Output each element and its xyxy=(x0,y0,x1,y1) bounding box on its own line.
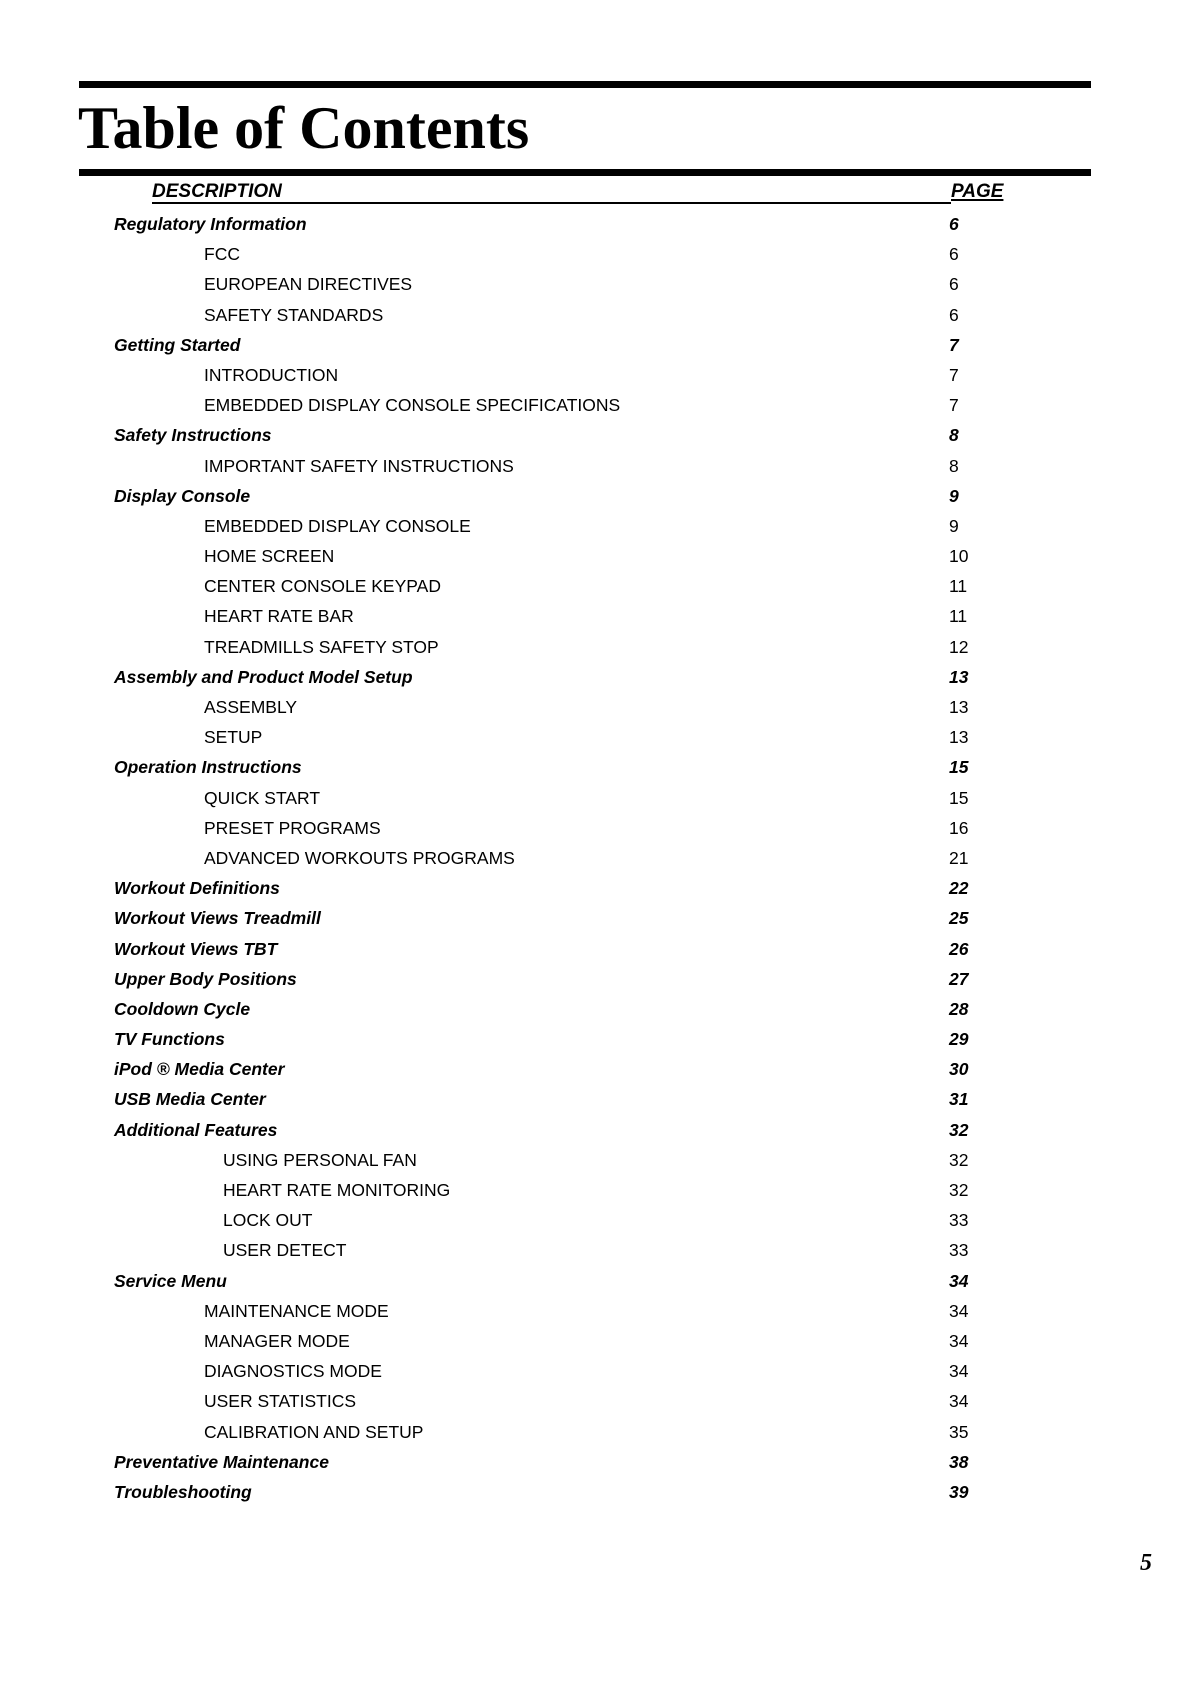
toc-entry-label: CENTER CONSOLE KEYPAD xyxy=(204,576,441,597)
toc-subsection-entry[interactable] xyxy=(0,362,1191,392)
toc-entry-label: EUROPEAN DIRECTIVES xyxy=(204,274,413,295)
toc-entry-page: 34 xyxy=(949,1361,969,1382)
toc-list xyxy=(0,211,1191,1509)
toc-entry-label: HEART RATE MONITORING xyxy=(223,1180,451,1200)
toc-entry-label: DIAGNOSTICS MODE xyxy=(204,1361,382,1382)
toc-entry-page: 31 xyxy=(949,1089,969,1110)
toc-entry-label: MANAGER MODE xyxy=(204,1330,350,1351)
toc-entry-page: 39 xyxy=(949,1481,969,1502)
toc-entry-page: 13 xyxy=(949,666,969,687)
toc-entry-page: 7 xyxy=(949,364,959,385)
toc-entry-page: 12 xyxy=(949,636,969,657)
toc-entry-label: Service Menu xyxy=(114,1270,227,1291)
toc-entry-label: HEART RATE BAR xyxy=(204,606,354,627)
toc-entry-page: 32 xyxy=(949,1119,969,1140)
toc-entry-page: 28 xyxy=(949,998,969,1019)
toc-entry-page: 16 xyxy=(949,817,969,838)
toc-subsection-entry[interactable] xyxy=(0,1237,1191,1267)
toc-subsection-entry[interactable] xyxy=(0,694,1191,724)
toc-section-entry[interactable] xyxy=(0,1449,1191,1479)
toc-section-entry[interactable] xyxy=(0,905,1191,935)
toc-entry-page: 32 xyxy=(949,1180,969,1200)
toc-entry-label: Workout Views TBT xyxy=(114,938,278,959)
toc-entry-label: LOCK OUT xyxy=(223,1210,313,1231)
toc-entry-label: CALIBRATION AND SETUP xyxy=(204,1421,424,1442)
toc-entry-page: 15 xyxy=(949,757,969,778)
toc-subsection-entry[interactable] xyxy=(0,453,1191,483)
toc-subsection-entry[interactable] xyxy=(0,1328,1191,1358)
toc-subsection-entry[interactable] xyxy=(0,845,1191,875)
toc-entry-label: INTRODUCTION xyxy=(204,364,339,385)
toc-entry-label: Safety Instructions xyxy=(114,425,272,446)
toc-entry-page: 27 xyxy=(949,968,969,989)
toc-entry-label: EMBEDDED DISPLAY CONSOLE SPECIFICATIONS xyxy=(204,395,621,416)
toc-entry-page: 26 xyxy=(949,938,969,959)
toc-entry-label: USB Media Center xyxy=(114,1089,266,1110)
toc-subsection-entry[interactable] xyxy=(0,1147,1191,1177)
toc-entry-page: 21 xyxy=(949,847,969,868)
toc-entry-label: Workout Definitions xyxy=(114,878,280,899)
toc-entry-label: Troubleshooting xyxy=(114,1481,252,1502)
toc-entry-label: PRESET PROGRAMS xyxy=(204,817,381,838)
toc-section-entry[interactable] xyxy=(0,332,1191,362)
toc-entry-page: 22 xyxy=(949,878,969,899)
toc-entry-label: Assembly and Product Model Setup xyxy=(114,666,413,687)
toc-subsection-entry[interactable] xyxy=(0,543,1191,573)
toc-entry-page: 33 xyxy=(949,1240,969,1261)
title-top-rule xyxy=(79,81,1091,88)
toc-entry-label: SETUP xyxy=(204,727,263,748)
toc-entry-page: 33 xyxy=(949,1210,969,1231)
toc-entry-label: TV Functions xyxy=(114,1029,225,1050)
toc-section-entry[interactable] xyxy=(0,966,1191,996)
toc-section-entry[interactable] xyxy=(0,483,1191,513)
toc-entry-label: USER STATISTICS xyxy=(204,1391,357,1412)
toc-entry-label: Workout Views Treadmill xyxy=(114,908,321,929)
page-number: 5 xyxy=(1140,1550,1152,1576)
toc-entry-label: USING PERSONAL FAN xyxy=(223,1149,417,1170)
header-underline xyxy=(152,202,951,204)
toc-entry-page: 30 xyxy=(949,1059,969,1080)
toc-entry-page: 25 xyxy=(949,908,969,929)
toc-entry-page: 11 xyxy=(949,576,968,597)
toc-header xyxy=(0,181,1191,205)
toc-entry-label: TREADMILLS SAFETY STOP xyxy=(204,636,439,657)
toc-entry-label: MAINTENANCE MODE xyxy=(204,1300,389,1321)
toc-section-entry[interactable] xyxy=(0,1026,1191,1056)
toc-entry-page: 15 xyxy=(949,787,969,808)
description-column-header: DESCRIPTION xyxy=(152,181,282,202)
toc-section-entry[interactable] xyxy=(0,1117,1191,1147)
toc-subsection-entry[interactable] xyxy=(0,241,1191,271)
toc-subsection-entry[interactable] xyxy=(0,271,1191,301)
toc-entry-label: USER DETECT xyxy=(223,1240,347,1261)
toc-entry-page: 32 xyxy=(949,1149,969,1170)
toc-entry-page: 6 xyxy=(949,274,959,295)
toc-subsection-entry[interactable] xyxy=(0,392,1191,422)
toc-entry-label: Preventative Maintenance xyxy=(114,1451,329,1472)
toc-entry-page: 6 xyxy=(949,214,959,234)
toc-entry-page: 34 xyxy=(949,1300,969,1321)
toc-section-entry[interactable] xyxy=(0,1086,1191,1116)
toc-entry-page: 6 xyxy=(949,244,959,265)
toc-subsection-entry[interactable] xyxy=(0,1388,1191,1418)
toc-subsection-entry[interactable] xyxy=(0,815,1191,845)
toc-entry-label: Operation Instructions xyxy=(114,757,302,778)
toc-entry-label: QUICK START xyxy=(204,787,321,808)
toc-entry-label: IMPORTANT SAFETY INSTRUCTIONS xyxy=(204,455,514,476)
toc-section-entry[interactable] xyxy=(0,754,1191,784)
toc-entry-label: EMBEDDED DISPLAY CONSOLE xyxy=(204,515,471,536)
toc-entry-label: Cooldown Cycle xyxy=(114,998,251,1019)
toc-entry-label: ADVANCED WORKOUTS PROGRAMS xyxy=(204,847,515,868)
toc-subsection-entry[interactable] xyxy=(0,513,1191,543)
toc-entry-label: FCC xyxy=(204,244,240,265)
toc-entry-page: 34 xyxy=(949,1270,969,1291)
toc-section-entry[interactable] xyxy=(0,1268,1191,1298)
toc-subsection-entry[interactable] xyxy=(0,1298,1191,1328)
toc-subsection-entry[interactable] xyxy=(0,1207,1191,1237)
toc-entry-page: 10 xyxy=(949,546,969,567)
toc-section-entry[interactable] xyxy=(0,211,1191,241)
toc-entry-page: 35 xyxy=(949,1421,969,1442)
toc-entry-page: 34 xyxy=(949,1330,969,1351)
toc-entry-page: 7 xyxy=(949,334,959,355)
toc-entry-page: 8 xyxy=(949,425,959,446)
toc-subsection-entry[interactable] xyxy=(0,573,1191,603)
toc-section-entry[interactable] xyxy=(0,936,1191,966)
toc-entry-label: Getting Started xyxy=(114,334,241,355)
toc-entry-label: Upper Body Positions xyxy=(114,968,297,989)
page-column-header: PAGE xyxy=(951,181,1004,202)
page-title: Table of Contents xyxy=(78,95,530,161)
toc-entry-label: iPod ® Media Center xyxy=(114,1059,285,1080)
toc-entry-label: Additional Features xyxy=(114,1119,278,1140)
toc-entry-page: 6 xyxy=(949,304,959,325)
toc-subsection-entry[interactable] xyxy=(0,785,1191,815)
toc-entry-page: 9 xyxy=(949,485,959,506)
toc-section-entry[interactable] xyxy=(0,875,1191,905)
toc-entry-label: ASSEMBLY xyxy=(204,697,298,717)
toc-subsection-entry[interactable] xyxy=(0,724,1191,754)
toc-entry-label: HOME SCREEN xyxy=(204,546,335,567)
toc-section-entry[interactable] xyxy=(0,1479,1191,1509)
toc-entry-page: 13 xyxy=(949,727,969,748)
toc-entry-page: 8 xyxy=(949,455,959,476)
toc-entry-page: 34 xyxy=(949,1391,969,1412)
toc-subsection-entry[interactable] xyxy=(0,634,1191,664)
toc-entry-page: 29 xyxy=(949,1029,969,1050)
toc-section-entry[interactable] xyxy=(0,422,1191,452)
toc-subsection-entry[interactable] xyxy=(0,302,1191,332)
toc-entry-label: Regulatory Information xyxy=(114,214,307,234)
toc-subsection-entry[interactable] xyxy=(0,1358,1191,1388)
toc-entry-label: Display Console xyxy=(114,485,251,506)
toc-entry-page: 38 xyxy=(949,1451,969,1472)
toc-entry-page: 13 xyxy=(949,697,969,717)
toc-section-entry[interactable] xyxy=(0,1056,1191,1086)
toc-section-entry[interactable] xyxy=(0,996,1191,1026)
toc-entry-page: 7 xyxy=(949,395,959,416)
title-bottom-rule xyxy=(79,169,1091,176)
toc-subsection-entry[interactable] xyxy=(0,603,1191,633)
toc-subsection-entry[interactable] xyxy=(0,1177,1191,1207)
toc-entry-page: 11 xyxy=(949,606,968,627)
toc-subsection-entry[interactable] xyxy=(0,1419,1191,1449)
toc-entry-label: SAFETY STANDARDS xyxy=(204,304,384,325)
toc-section-entry[interactable] xyxy=(0,664,1191,694)
toc-entry-page: 9 xyxy=(949,515,959,536)
